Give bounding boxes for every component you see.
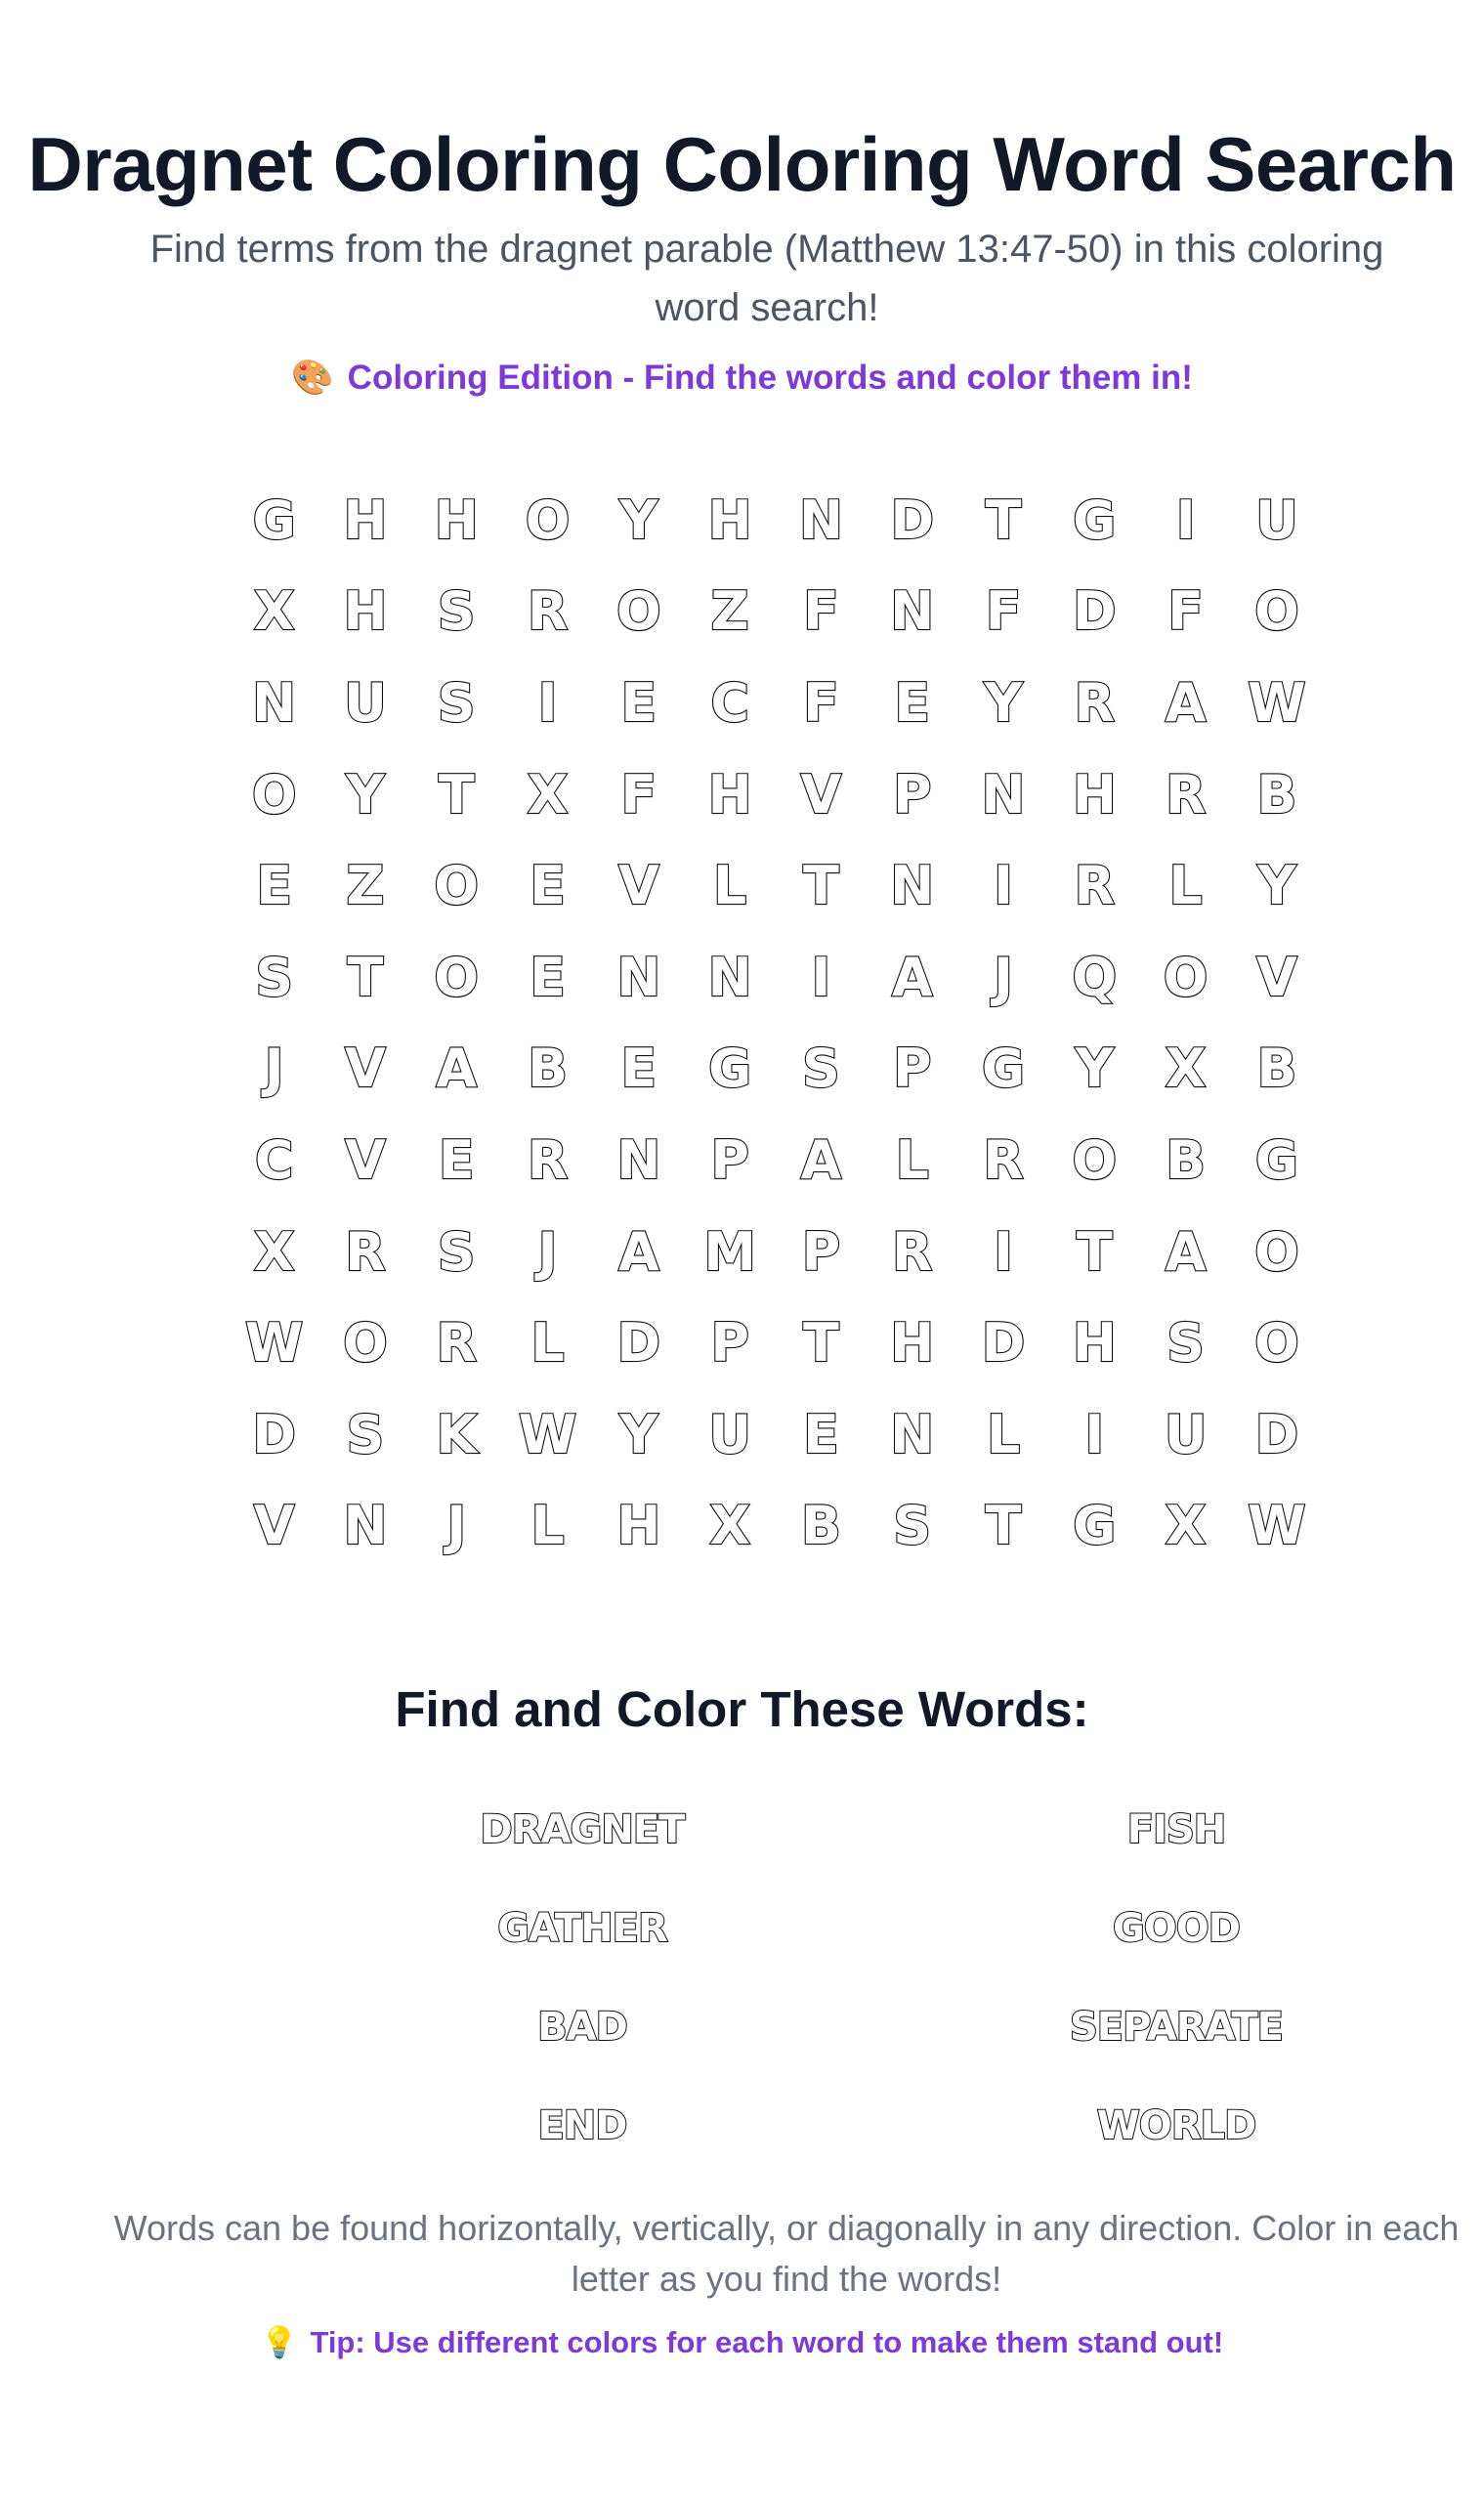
grid-cell[interactable]: B	[800, 1495, 842, 1557]
grid-cell[interactable]: O	[434, 855, 480, 917]
grid-cell[interactable]: S	[346, 1403, 385, 1465]
grid-cell[interactable]: E	[802, 1403, 839, 1465]
palette-icon: 🎨	[291, 359, 334, 397]
grid-cell[interactable]: C	[710, 671, 749, 734]
edition-banner	[0, 354, 1484, 403]
word-list-item: GATHER	[497, 1905, 667, 1951]
grid-cell[interactable]: D	[890, 488, 935, 551]
grid-cell[interactable]: O	[1253, 580, 1299, 643]
grid-cell[interactable]: V	[1256, 946, 1297, 1008]
lightbulb-icon: 💡	[260, 2325, 299, 2359]
grid-cell[interactable]: V	[617, 855, 659, 917]
grid-cell[interactable]: R	[891, 1220, 933, 1283]
grid-cell[interactable]: J	[993, 946, 1014, 1008]
grid-cell[interactable]: G	[707, 1038, 752, 1100]
word-list-item: WORLD	[1096, 2102, 1256, 2148]
grid-cell[interactable]: N	[616, 1128, 661, 1191]
word-list-item: BAD	[537, 2004, 627, 2050]
grid-cell[interactable]: A	[1165, 671, 1207, 734]
grid-cell[interactable]: A	[617, 1220, 659, 1283]
grid-cell[interactable]: M	[703, 1220, 756, 1283]
grid-cell[interactable]: G	[1073, 1495, 1117, 1557]
grid-cell[interactable]: S	[437, 1220, 476, 1283]
grid-cell[interactable]: N	[616, 946, 661, 1008]
grid-cell[interactable]: I	[993, 855, 1014, 917]
grid-cell[interactable]: P	[892, 1038, 932, 1100]
grid-cell[interactable]: E	[620, 671, 657, 734]
grid-cell[interactable]: E	[438, 1128, 475, 1191]
grid-cell[interactable]: S	[801, 1038, 840, 1100]
word-list-heading: Find and Color These Words:	[395, 1681, 1089, 1737]
grid-cell[interactable]: X	[253, 580, 295, 643]
grid-cell[interactable]: F	[802, 671, 839, 734]
grid-cell[interactable]: X	[253, 1220, 295, 1283]
grid-cell[interactable]: O	[615, 580, 661, 643]
grid-cell[interactable]: Y	[619, 488, 658, 551]
grid-cell[interactable]: A	[436, 1038, 478, 1100]
grid-cell[interactable]: X	[709, 1495, 750, 1557]
letter-grid	[229, 475, 1323, 1572]
grid-cell[interactable]: R	[983, 1128, 1024, 1191]
grid-cell[interactable]: Y	[1257, 855, 1296, 917]
tip-banner	[0, 2320, 1484, 2365]
grid-cell[interactable]: T	[985, 488, 1022, 551]
grid-cell[interactable]: G	[1254, 1128, 1299, 1191]
grid-cell[interactable]: G	[1073, 488, 1117, 551]
page-title: Dragnet Coloring Coloring Word Search	[27, 121, 1457, 207]
grid-cell[interactable]: R	[345, 1220, 386, 1283]
word-list-item: DRAGNET	[480, 1806, 685, 1852]
grid-cell[interactable]: S	[437, 671, 476, 734]
grid-cell[interactable]: R	[1074, 855, 1116, 917]
grid-cell[interactable]: O	[1072, 1128, 1118, 1191]
grid-cell[interactable]: I	[1175, 488, 1196, 551]
word-list-item: END	[537, 2102, 627, 2148]
grid-cell[interactable]: H	[1072, 1312, 1117, 1375]
grid-cell[interactable]: F	[985, 580, 1022, 643]
grid-cell[interactable]: V	[253, 1495, 295, 1557]
grid-cell[interactable]: R	[436, 1312, 478, 1375]
grid-cell[interactable]: Z	[710, 580, 749, 643]
page-subtitle: Find terms from the dragnet parable (Matthew 13:47-50) in this coloring word search!	[149, 228, 1384, 329]
grid-cell[interactable]: P	[892, 763, 932, 826]
grid-cell[interactable]: T	[985, 1495, 1022, 1557]
grid-cell[interactable]: N	[707, 946, 752, 1008]
grid-cell[interactable]: O	[434, 946, 480, 1008]
grid-cell[interactable]: O	[525, 488, 571, 551]
grid-cell[interactable]: N	[890, 580, 935, 643]
grid-cell[interactable]: W	[244, 1312, 304, 1375]
grid-cell[interactable]: P	[801, 1220, 841, 1283]
grid-cell[interactable]: O	[1253, 1220, 1299, 1283]
grid-cell[interactable]: U	[1254, 488, 1298, 551]
grid-cell[interactable]: H	[616, 1495, 661, 1557]
grid-cell[interactable]: L	[986, 1403, 1021, 1465]
grid-cell[interactable]: J	[264, 1038, 284, 1100]
grid-cell[interactable]: N	[890, 1403, 935, 1465]
grid-cell[interactable]: P	[710, 1128, 749, 1191]
grid-cell[interactable]: R	[527, 580, 569, 643]
grid-cell[interactable]: L	[712, 855, 747, 917]
grid-cell[interactable]: W	[1248, 1495, 1306, 1557]
grid-cell[interactable]: H	[434, 488, 479, 551]
grid-cell[interactable]: G	[981, 1038, 1026, 1100]
grid-cell[interactable]: N	[890, 855, 935, 917]
grid-cell[interactable]: C	[254, 1128, 294, 1191]
grid-cell[interactable]: T	[803, 855, 839, 917]
grid-cell[interactable]: W	[1248, 671, 1306, 734]
grid-cell[interactable]: E	[530, 855, 566, 917]
grid-cell[interactable]: E	[256, 855, 293, 917]
grid-cell[interactable]: Y	[619, 1403, 658, 1465]
grid-cell[interactable]: U	[708, 1403, 752, 1465]
grid-cell[interactable]: N	[343, 1495, 388, 1557]
grid-cell[interactable]: E	[620, 1038, 657, 1100]
grid-cell[interactable]: S	[255, 946, 294, 1008]
grid-cell[interactable]: D	[1072, 580, 1117, 643]
grid-cell[interactable]: J	[537, 1220, 558, 1283]
grid-cell[interactable]: Z	[346, 855, 385, 917]
grid-cell[interactable]: H	[890, 1312, 935, 1375]
grid-cell[interactable]: T	[1076, 1220, 1113, 1283]
grid-cell[interactable]: D	[616, 1312, 661, 1375]
grid-cell[interactable]: I	[993, 1220, 1014, 1283]
grid-cell[interactable]: F	[1167, 580, 1205, 643]
grid-cell[interactable]: L	[530, 1312, 565, 1375]
grid-cell[interactable]: D	[252, 1403, 297, 1465]
grid-cell[interactable]: L	[895, 1128, 929, 1191]
instructions-text: Words can be found horizontally, vertically, or diagonally in any direction. Color in each letter as you find the words!	[113, 2208, 1460, 2299]
grid-cell[interactable]: A	[1165, 1220, 1207, 1283]
grid-cell[interactable]: W	[518, 1403, 577, 1465]
grid-cell[interactable]: I	[1084, 1403, 1105, 1465]
grid-cell[interactable]: O	[251, 763, 297, 826]
grid-cell[interactable]: H	[1072, 763, 1117, 826]
grid-cell[interactable]: B	[1256, 1038, 1297, 1100]
grid-cell[interactable]: F	[620, 763, 657, 826]
grid-cell[interactable]: B	[527, 1038, 569, 1100]
grid-cell[interactable]: S	[893, 1495, 932, 1557]
grid-cell[interactable]: I	[811, 946, 831, 1008]
grid-cell[interactable]: E	[894, 671, 931, 734]
grid-cell[interactable]: S	[1166, 1312, 1206, 1375]
grid-cell[interactable]: D	[981, 1312, 1026, 1375]
grid-cell[interactable]: S	[437, 580, 476, 643]
grid-cell[interactable]: U	[344, 671, 387, 734]
grid-cell[interactable]: R	[1074, 671, 1116, 734]
grid-cell[interactable]: K	[436, 1403, 478, 1465]
grid-cell[interactable]: H	[343, 580, 388, 643]
grid-cell[interactable]: V	[345, 1128, 386, 1191]
grid-cell[interactable]: N	[798, 488, 844, 551]
grid-cell[interactable]: G	[252, 488, 296, 551]
grid-cell[interactable]: U	[1164, 1403, 1208, 1465]
grid-cell[interactable]: T	[347, 946, 384, 1008]
word-list-item: GOOD	[1112, 1905, 1241, 1951]
grid-cell[interactable]: O	[1253, 1312, 1299, 1375]
grid-cell[interactable]: L	[530, 1495, 565, 1557]
word-list-item: SEPARATE	[1070, 2004, 1283, 2050]
grid-cell[interactable]: B	[1256, 763, 1297, 826]
grid-cell[interactable]: R	[527, 1128, 569, 1191]
grid-cell[interactable]: D	[1254, 1403, 1299, 1465]
grid-cell[interactable]: O	[1163, 946, 1208, 1008]
grid-cell[interactable]: P	[710, 1312, 749, 1375]
grid-cell[interactable]: N	[252, 671, 297, 734]
grid-cell[interactable]: L	[1168, 855, 1203, 917]
grid-cell[interactable]: Y	[984, 671, 1023, 734]
grid-cell[interactable]: B	[1166, 1128, 1207, 1191]
tip-text: Tip: Use different colors for each word to make them stand out!	[310, 2325, 1224, 2359]
grid-cell[interactable]: T	[803, 1312, 839, 1375]
grid-cell[interactable]: Q	[1072, 946, 1118, 1008]
grid-cell[interactable]: H	[707, 763, 752, 826]
edition-text: Coloring Edition - Find the words and color them in!	[347, 359, 1193, 397]
grid-cell[interactable]: H	[707, 488, 752, 551]
grid-cell[interactable]: A	[891, 946, 933, 1008]
grid-cell[interactable]: O	[342, 1312, 388, 1375]
grid-cell[interactable]: X	[1165, 1495, 1207, 1557]
grid-cell[interactable]: V	[345, 1038, 386, 1100]
grid-cell[interactable]: Y	[346, 763, 385, 826]
grid-cell[interactable]: J	[446, 1495, 467, 1557]
grid-cell[interactable]: F	[802, 580, 839, 643]
grid-cell[interactable]: X	[527, 763, 569, 826]
word-list	[285, 1780, 1473, 2175]
grid-cell[interactable]: H	[343, 488, 388, 551]
grid-cell[interactable]: R	[1165, 763, 1207, 826]
grid-cell[interactable]: T	[438, 763, 475, 826]
grid-cell[interactable]: V	[800, 763, 842, 826]
grid-cell[interactable]: A	[800, 1128, 842, 1191]
grid-cell[interactable]: X	[1165, 1038, 1207, 1100]
word-list-item: FISH	[1126, 1806, 1226, 1852]
grid-cell[interactable]: Y	[1075, 1038, 1114, 1100]
grid-cell[interactable]: E	[530, 946, 566, 1008]
grid-cell[interactable]: N	[981, 763, 1026, 826]
grid-cell[interactable]: I	[537, 671, 558, 734]
